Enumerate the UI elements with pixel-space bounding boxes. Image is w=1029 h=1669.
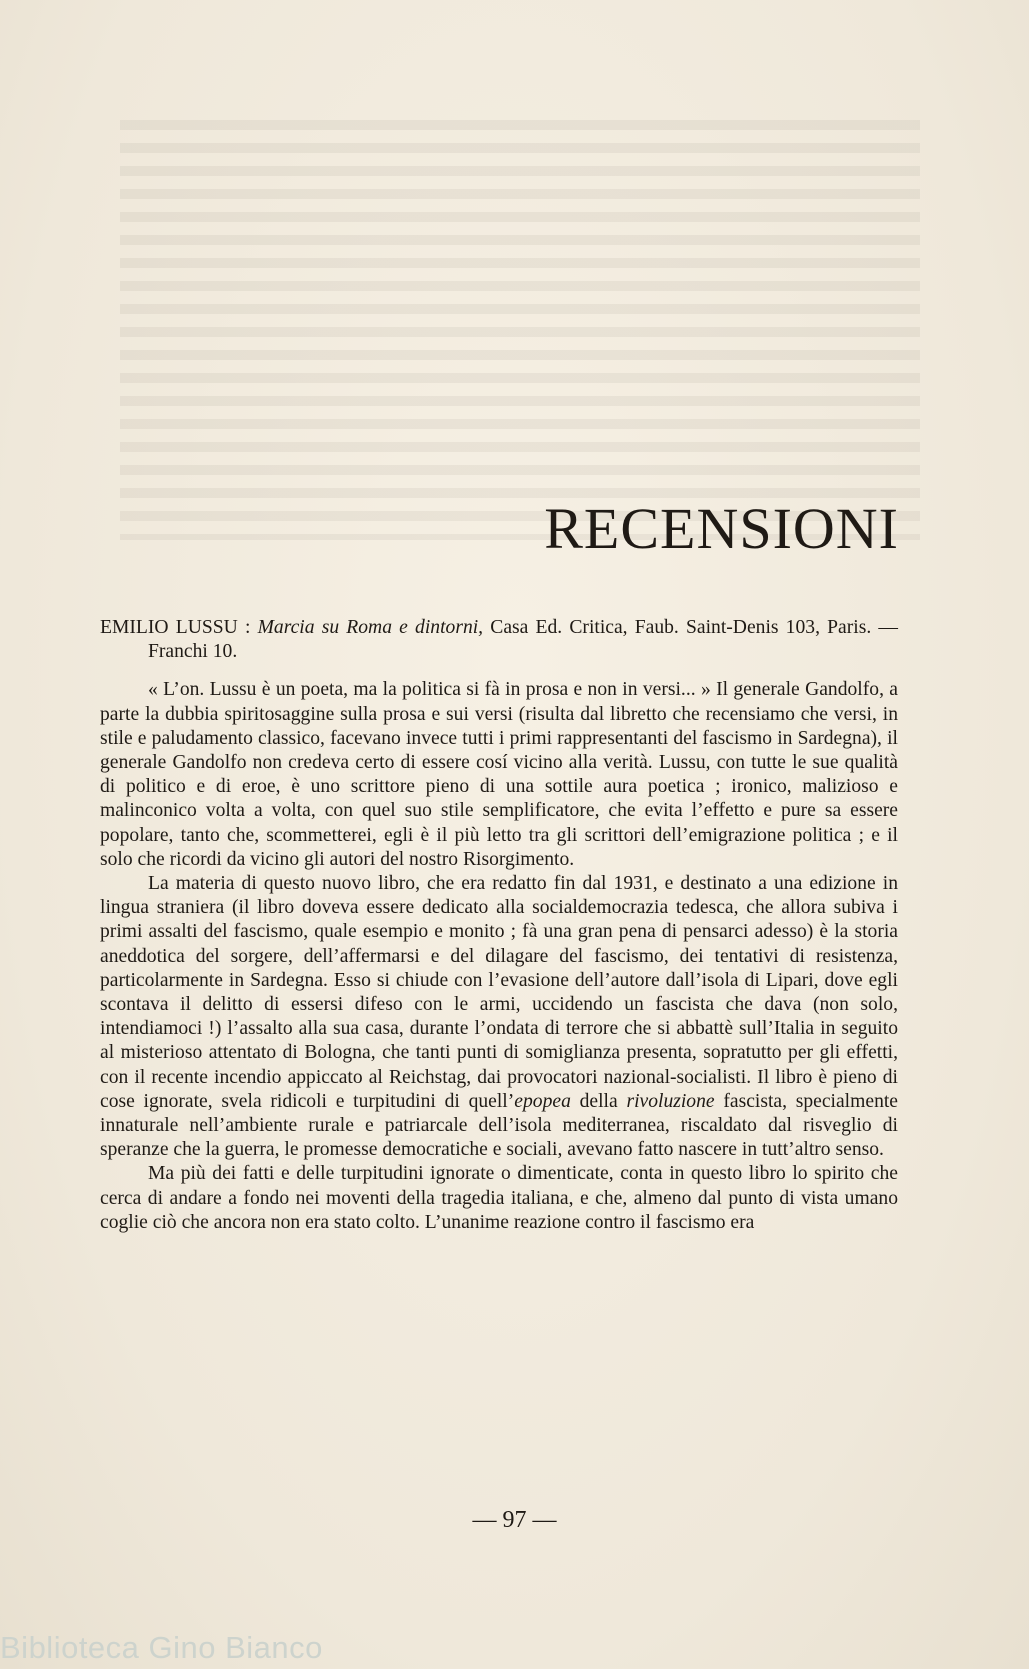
paragraph-2-rivoluzione: rivoluzione [626,1090,715,1112]
paragraph-1: « L’on. Lussu è un poeta, ma la politica si fà in prosa e non in versi... » Il generale Gandolfo, a parte la dubbia spiritosaggine sulla prosa e sui versi (risulta dal libretto che recensiamo che versi, in stile e paludamento classico, facevano invece tutti i primi rappresentanti del fascismo in Sardegna), il generale Gandolfo non credeva certo di essere cosí vicino alla verità. Lussu, con tutte le sue qualità di politico e di eroe, è uno scrittore pieno di una sottile aura poetica ; ironico, malizioso e malinconico volta a volta, con quel suo stile semplificatore, che evita l’effetto e pure sa essere popolare, tanto che, scommetterei, egli è il più letto tra gli scrittori dell’emigrazione politica ; e il solo che ricordi da vicino gli autori del nostro Risorgimento. [100,679,898,870]
library-watermark: Biblioteca Gino Bianco [0,1630,323,1665]
page-number: — 97 — [472,1507,557,1533]
citation-book-title: Marcia su Roma e dintorni, [257,617,484,638]
book-citation [100,616,898,664]
paragraph-2 [100,872,898,1162]
paragraph-2-text-c: fascista, specialmente innaturale nell’ambiente rurale e patriarcale dell’isola mediterranea, riscaldato dal risveglio di speranze che la guerra, le promesse democratiche e sociali, avevano fatto nascere in tutt’altro senso. [100,1090,899,1161]
review-body [100,616,898,1235]
paragraph-2-epopea: epopea [514,1090,571,1112]
paragraph-2-text-b: della [570,1090,627,1112]
bleed-through-texture [120,120,920,540]
citation-publisher: Casa Ed. Critica, Faub. Saint-Denis 103, Paris. — Franchi 10. [148,617,898,663]
paragraph-3: Ma più dei fatti e delle turpitudini ignorate o dimenticate, conta in questo libro lo spirito che cerca di andare a fondo nei moventi della tragedia italiana, e che, almeno dal punto di vista umano coglie ciò che ancora non era stato colto. L’unanime reazione contro il fascismo era [100,1163,898,1233]
section-title: RECENSIONI [544,496,899,561]
paragraph-2-text-a: La materia di questo nuovo libro, che era redatto fin dal 1931, e destinato a una edizione in lingua straniera (il libro doveva essere dedicato alla socialdemocrazia tedesca, che allora subiva i primi assalti del fascismo, quale esempio e monito ; fà una gran pena di pensarci adesso) è la storia aneddotica del sorgere, dell’affermarsi e del dilagare del fascismo, dei tentativi di resistenza, particolarmente in Sardegna. Esso si chiude con l’evasione dell’autore dall’isola di Lipari, dove egli scontava il delitto di essersi difeso con le armi, uccidendo un fascista che dava (non solo, intendiamoci !) l’assalto alla sua casa, durante l’ondata di terrore che si abbattè sull’Italia in seguito al misterioso attentato di Bologna, che tanti punti di somiglianza presenta, sopratutto per gli effetti, con il recente incendio appiccato al Reichstag, dai provocatori nazional-socialisti. Il libro è pieno di cose ignorate, svela ridicoli e turpitudini di quell’ [100,873,898,1112]
citation-author: EMILIO LUSSU : [100,617,251,638]
